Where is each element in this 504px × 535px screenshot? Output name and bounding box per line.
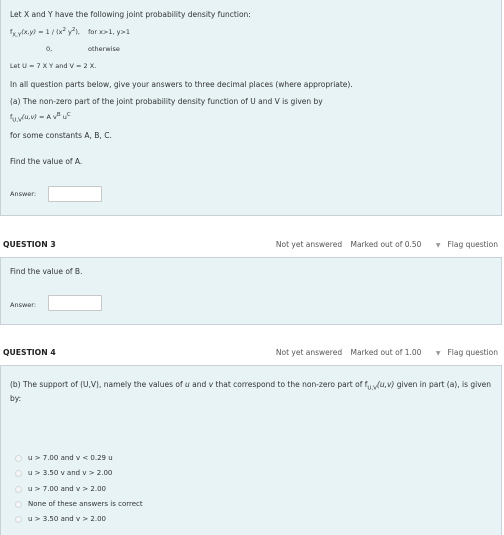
q3-marks: Marked out of 0.50 [350, 239, 422, 249]
question-2-card [0, 0, 502, 216]
question-3-header [0, 235, 504, 253]
find-a-text: Find the value of A. [10, 157, 83, 166]
option-radio[interactable] [15, 455, 22, 462]
q3-answer-label: Answer: [10, 301, 37, 309]
option-radio[interactable] [15, 501, 22, 508]
q3-flag-button[interactable] [430, 240, 498, 249]
question-4-header [0, 343, 504, 361]
question-4-title: QUESTION 4 [3, 347, 56, 357]
option-radio[interactable] [15, 470, 22, 477]
otherwise-label: otherwise [88, 45, 120, 53]
option-label[interactable]: u > 3.50 v and v > 2.00 [28, 469, 113, 477]
q4-status: Not yet answered [275, 347, 343, 357]
q4-flag-button[interactable] [430, 348, 498, 357]
flag-icon: ▼ [435, 241, 441, 249]
option-label[interactable]: u > 3.50 and v > 2.00 [28, 515, 107, 523]
option-label[interactable]: u > 7.00 and v < 0.29 u [28, 454, 113, 462]
let-uv-text: Let U = 7 X Y and V = 2 X. [10, 62, 97, 70]
answer-label: Answer: [10, 190, 37, 198]
flag-icon: ▼ [435, 349, 441, 357]
question-3-title: QUESTION 3 [3, 239, 56, 249]
pdf-formula: $f_{X,Y}(x,y) = 1 / (x^2$ $y^2$), for x>1, y>1 [10, 27, 131, 39]
answer-b-input[interactable] [48, 295, 102, 311]
option-radio[interactable] [15, 516, 22, 523]
q4-marks: Marked out of 1.00 [350, 347, 422, 357]
question-3-card [0, 257, 502, 325]
intro-text: Let X and Y have the following joint probability density function: [10, 10, 251, 19]
q4-prompt: (b) The support of (U,V), namely the values of u and v that correspond to the non-zero part of $f_{U,V}(u,v)$ given in part (a), is given [10, 380, 492, 392]
q4-prompt-cont: by: [10, 394, 22, 403]
answer-a-input[interactable] [48, 186, 102, 202]
constants-text: for some constants A, B, C. [10, 131, 112, 140]
part-a-text: (a) The non-zero part of the joint probability density function of U and V is given by [10, 97, 323, 106]
option-radio[interactable] [15, 486, 22, 493]
option-label[interactable]: None of these answers is correct [28, 500, 143, 508]
instructions-text: In all question parts below, give your answers to three decimal places (where appropriate). [10, 80, 353, 89]
q4-flag-label: Flag question [447, 347, 498, 357]
option-label[interactable]: u > 7.00 and v > 2.00 [28, 485, 107, 493]
question-4-card [0, 365, 502, 535]
zero-value: 0, [46, 45, 53, 53]
q3-status: Not yet answered [275, 239, 343, 249]
q3-prompt: Find the value of B. [10, 267, 83, 276]
q3-flag-label: Flag question [447, 239, 498, 249]
fuv-formula: $f_{U,V}(u,v) = A$ $v^B$ $u^C$ [10, 112, 71, 124]
